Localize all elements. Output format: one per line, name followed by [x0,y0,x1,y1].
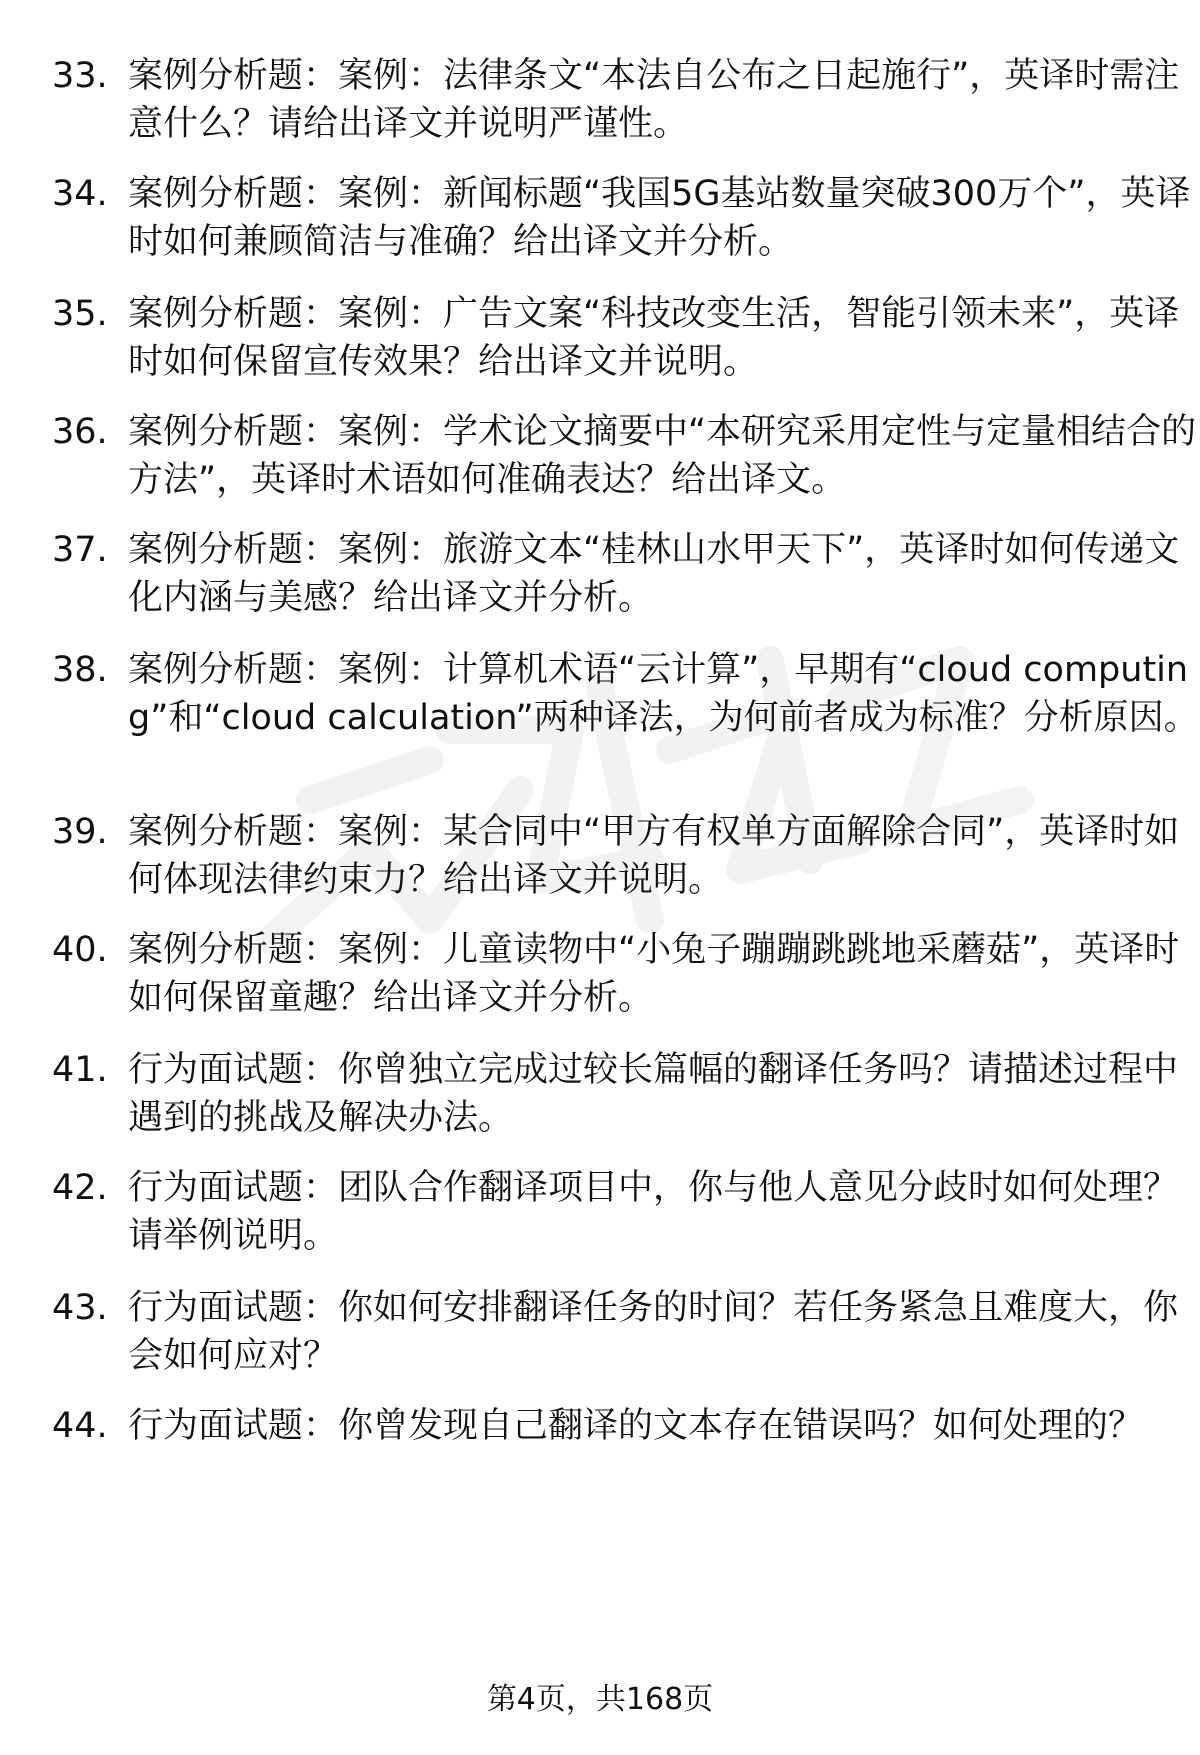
question-text: 行为面试题：团队合作翻译项目中，你与他人意见分歧时如何处理？请举例说明。 [128,1168,1179,1256]
question-text: 案例分析题：案例：旅游文本“桂林山水甲天下”，英译时如何传递文化内涵与美感？给出译文并分析。 [128,530,1180,618]
question-number: 35. [52,294,108,334]
question-number: 43. [52,1288,108,1328]
question-number: 33. [52,56,108,96]
question-number: 40. [52,930,108,970]
question-text: 案例分析题：案例：某合同中“甲方有权单方面解除合同”，英译时如何体现法律约束力？给出译文并说明。 [128,812,1180,900]
question-number: 39. [52,812,108,852]
question-text: 案例分析题：案例：儿童读物中“小兔子蹦蹦跳跳地采蘑菇”，英译时如何保留童趣？给出译文并分析。 [128,930,1180,1018]
question-number: 41. [52,1050,108,1090]
question-number: 42. [52,1168,108,1208]
question-number: 37. [52,530,108,570]
question-text: 案例分析题：案例：学术论文摘要中“本研究采用定性与定量相结合的方法”，英译时术语如何准确表达？给出译文。 [128,412,1197,500]
question-number: 34. [52,174,108,214]
question-text: 行为面试题：你如何安排翻译任务的时间？若任务紧急且难度大，你会如何应对？ [128,1288,1179,1376]
question-number: 38. [52,650,108,690]
question-text: 案例分析题：案例：计算机术语“云计算”，早期有“cloud computing”和“cloud calculation”两种译法，为何前者成为标准？分析原因。 [128,650,1199,738]
question-text: 案例分析题：案例：广告文案“科技改变生活，智能引领未来”，英译时如何保留宣传效果？给出译文并说明。 [128,294,1180,382]
question-number: 36. [52,412,108,452]
page-footer: 第4页，共168页 [486,1682,714,1717]
question-text: 案例分析题：案例：新闻标题“我国5G基站数量突破300万个”，英译时如何兼顾简洁与准确？给出译文并分析。 [128,174,1191,262]
question-number: 44. [52,1406,108,1446]
question-text: 行为面试题：你曾发现自己翻译的文本存在错误吗？如何处理的？ [128,1406,1144,1446]
question-text: 行为面试题：你曾独立完成过较长篇幅的翻译任务吗？请描述过程中遇到的挑战及解决办法。 [128,1050,1179,1138]
question-text: 案例分析题：案例：法律条文“本法自公布之日起施行”，英译时需注意什么？请给出译文并说明严谨性。 [128,56,1180,144]
